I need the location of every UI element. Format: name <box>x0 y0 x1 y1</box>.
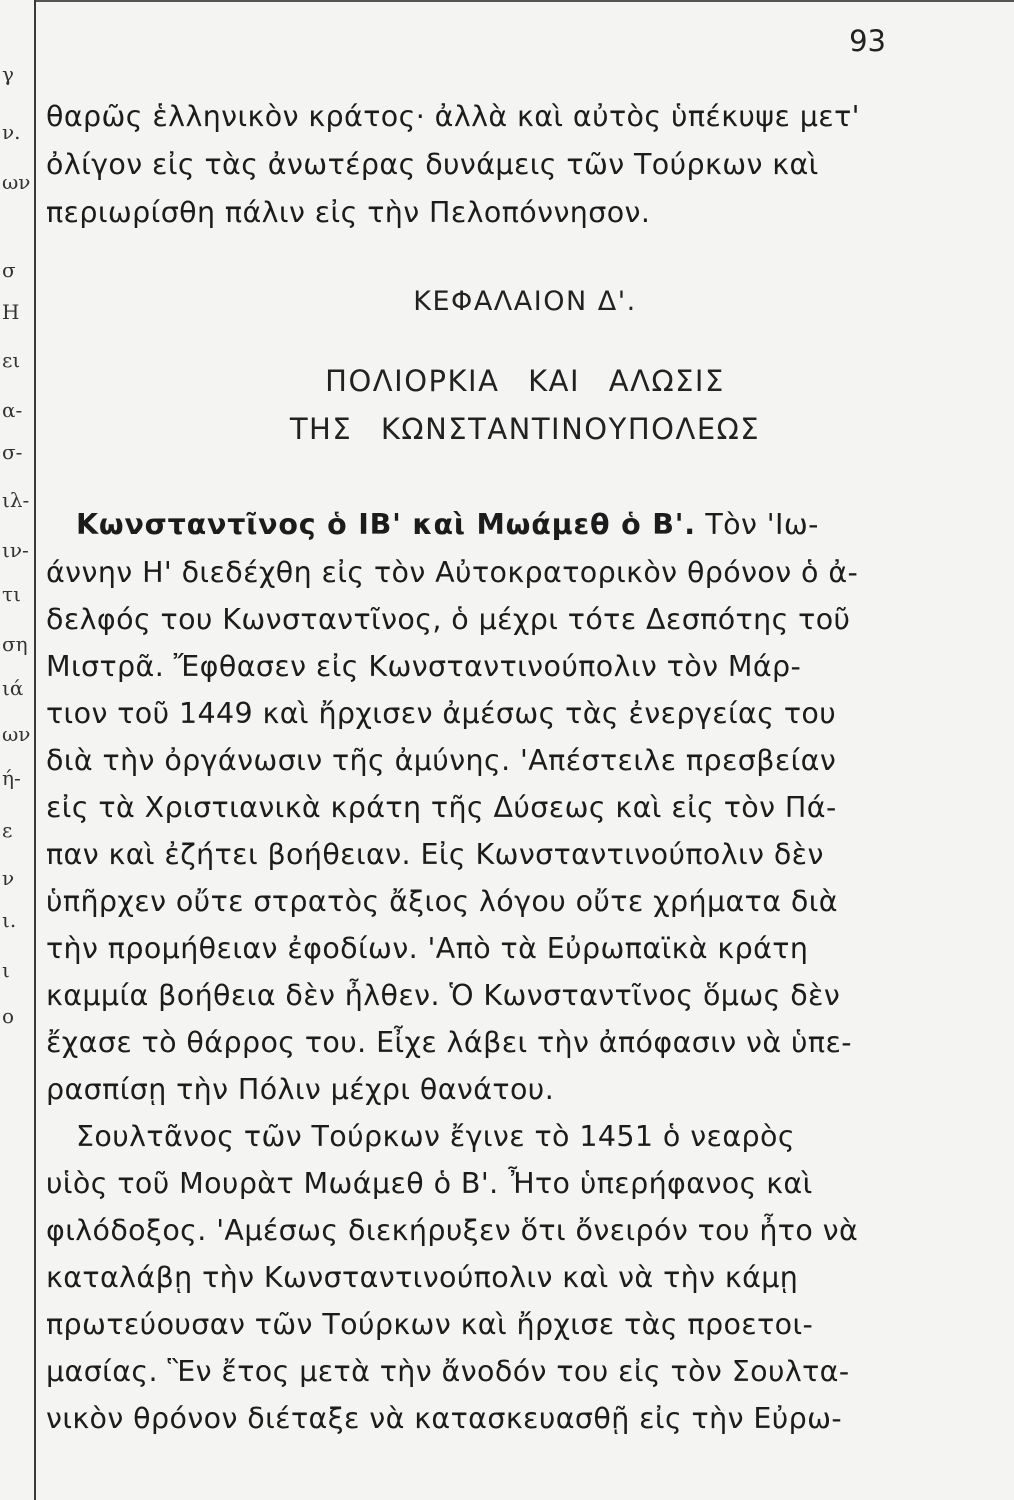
text-line: παν καὶ ἐζήτει βοήθειαν. Εἰς Κωνσταντινούπολιν δὲν <box>46 838 824 871</box>
gutter-fragment: Η <box>2 300 20 324</box>
gutter-fragment: ι <box>2 958 10 982</box>
chapter-title-line-2: ΤΗΣ ΚΩΝΣΤΑΝΤΙΝΟΥΠΟΛΕΩΣ <box>289 412 761 446</box>
gutter-fragment: ι. <box>2 908 17 932</box>
gutter-fragment: ν <box>2 866 15 890</box>
gutter-fragment: γ <box>2 62 14 86</box>
text-line: ρασπίσῃ τὴν Πόλιν μέχρι θανάτου. <box>46 1073 555 1106</box>
text-line: ἔχασε τὸ θάρρος του. Εἶχε λάβει τὴν ἀπόφασιν νὰ ὑπε- <box>46 1026 852 1059</box>
text-line: μασίας. Ἓν ἔτος μετὰ τὴν ἄνοδόν του εἰς τὸν Σουλτα- <box>46 1355 850 1388</box>
text-line: υἱὸς τοῦ Μουρὰτ Μωάμεθ ὁ Β'. Ἦτο ὑπερήφανος καὶ <box>46 1167 813 1200</box>
text-line: ὀλίγον εἰς τὰς ἀνωτέρας δυνάμεις τῶν Τούρκων καὶ <box>46 148 819 181</box>
text-line: φιλόδοξος. 'Αμέσως διεκήρυξεν ὅτι ὄνειρόν του ἦτο νὰ <box>46 1214 859 1247</box>
text-line: πρωτεύουσαν τῶν Τούρκων καὶ ἤρχισε τὰς προετοι- <box>46 1308 814 1341</box>
gutter-fragment: ε <box>2 818 13 842</box>
gutter-fragment: τι <box>2 582 21 606</box>
text-line: περιωρίσθη πάλιν εἰς τὴν Πελοπόννησον. <box>46 196 651 229</box>
chapter-title-line-1: ΠΟΛΙΟΡΚΙΑ ΚΑΙ ΑΛΩΣΙΣ <box>325 364 725 398</box>
text-line: ὑπῆρχεν οὔτε στρατὸς ἄξιος λόγου οὔτε χρήματα διὰ <box>46 885 838 918</box>
text-line: καμμία βοήθεια δὲν ἦλθεν. Ὁ Κωνσταντῖνος ὅμως δὲν <box>46 979 841 1012</box>
chapter-label: ΚΕΦΑΛΑΙΟΝ Δ'. <box>413 286 637 317</box>
gutter-fragment: ιά <box>2 676 24 700</box>
text-line: Τὸν 'Ιω- <box>695 508 819 541</box>
text-line: εἰς τὰ Χριστιανικὰ κράτη τῆς Δύσεως καὶ εἰς τὸν Πά- <box>46 791 837 824</box>
gutter-fragment: ιν- <box>2 538 29 562</box>
gutter-fragment: ση <box>2 632 28 656</box>
gutter-fragment: α- <box>2 398 23 422</box>
gutter-fragment: ων <box>2 170 31 194</box>
text-line: δελφός του Κωνσταντῖνος, ὁ μέχρι τότε Δεσπότης τοῦ <box>46 603 851 636</box>
gutter-fragment: ο <box>2 1004 15 1028</box>
gutter-fragment: ν. <box>2 120 21 144</box>
text-line: θαρῶς ἑλληνικὸν κράτος· ἀλλὰ καὶ αὐτὸς ὑπέκυψε μετ' <box>46 100 860 133</box>
text-line: άννην Η' διεδέχθη εἰς τὸν Αὐτοκρατορικὸν θρόνον ὁ ἀ- <box>46 556 859 589</box>
text-line: τιον τοῦ 1449 καὶ ἤρχισεν ἀμέσως τὰς ἐνεργείας του <box>46 697 837 730</box>
gutter-fragment: ει <box>2 348 21 372</box>
section-lead: Κωνσταντῖνος ὁ ΙΒ' καὶ Μωάμεθ ὁ Β'. <box>76 508 696 541</box>
adjacent-page-gutter <box>0 0 36 1500</box>
gutter-fragment: ή- <box>2 766 21 790</box>
gutter-fragment: ιλ- <box>2 488 30 512</box>
text-line: τὴν προμήθειαν ἐφοδίων. 'Απὸ τὰ Εὐρωπαϊκὰ κράτη <box>46 932 809 965</box>
gutter-fragment: ων <box>2 722 31 746</box>
gutter-fragment: σ- <box>2 440 23 464</box>
gutter-fragment: σ <box>2 258 16 282</box>
top-edge-line <box>36 0 1014 8</box>
text-line: διὰ τὴν ὀργάνωσιν τῆς ἀμύνης. 'Απέστειλε πρεσβείαν <box>46 744 837 777</box>
text-line: Σουλτᾶνος τῶν Τούρκων ἔγινε τὸ 1451 ὁ νεαρὸς <box>76 1120 795 1153</box>
text-line: νικὸν θρόνον διέταξε νὰ κατασκευασθῇ εἰς τὴν Εὐρω- <box>46 1402 843 1435</box>
page-number: 93 <box>849 24 886 58</box>
text-line: καταλάβῃ τὴν Κωνσταντινούπολιν καὶ νὰ τὴν κάμῃ <box>46 1261 799 1294</box>
text-line: Μιστρᾶ. Ἔφθασεν εἰς Κωνσταντινούπολιν τὸν Μάρ- <box>46 650 802 683</box>
